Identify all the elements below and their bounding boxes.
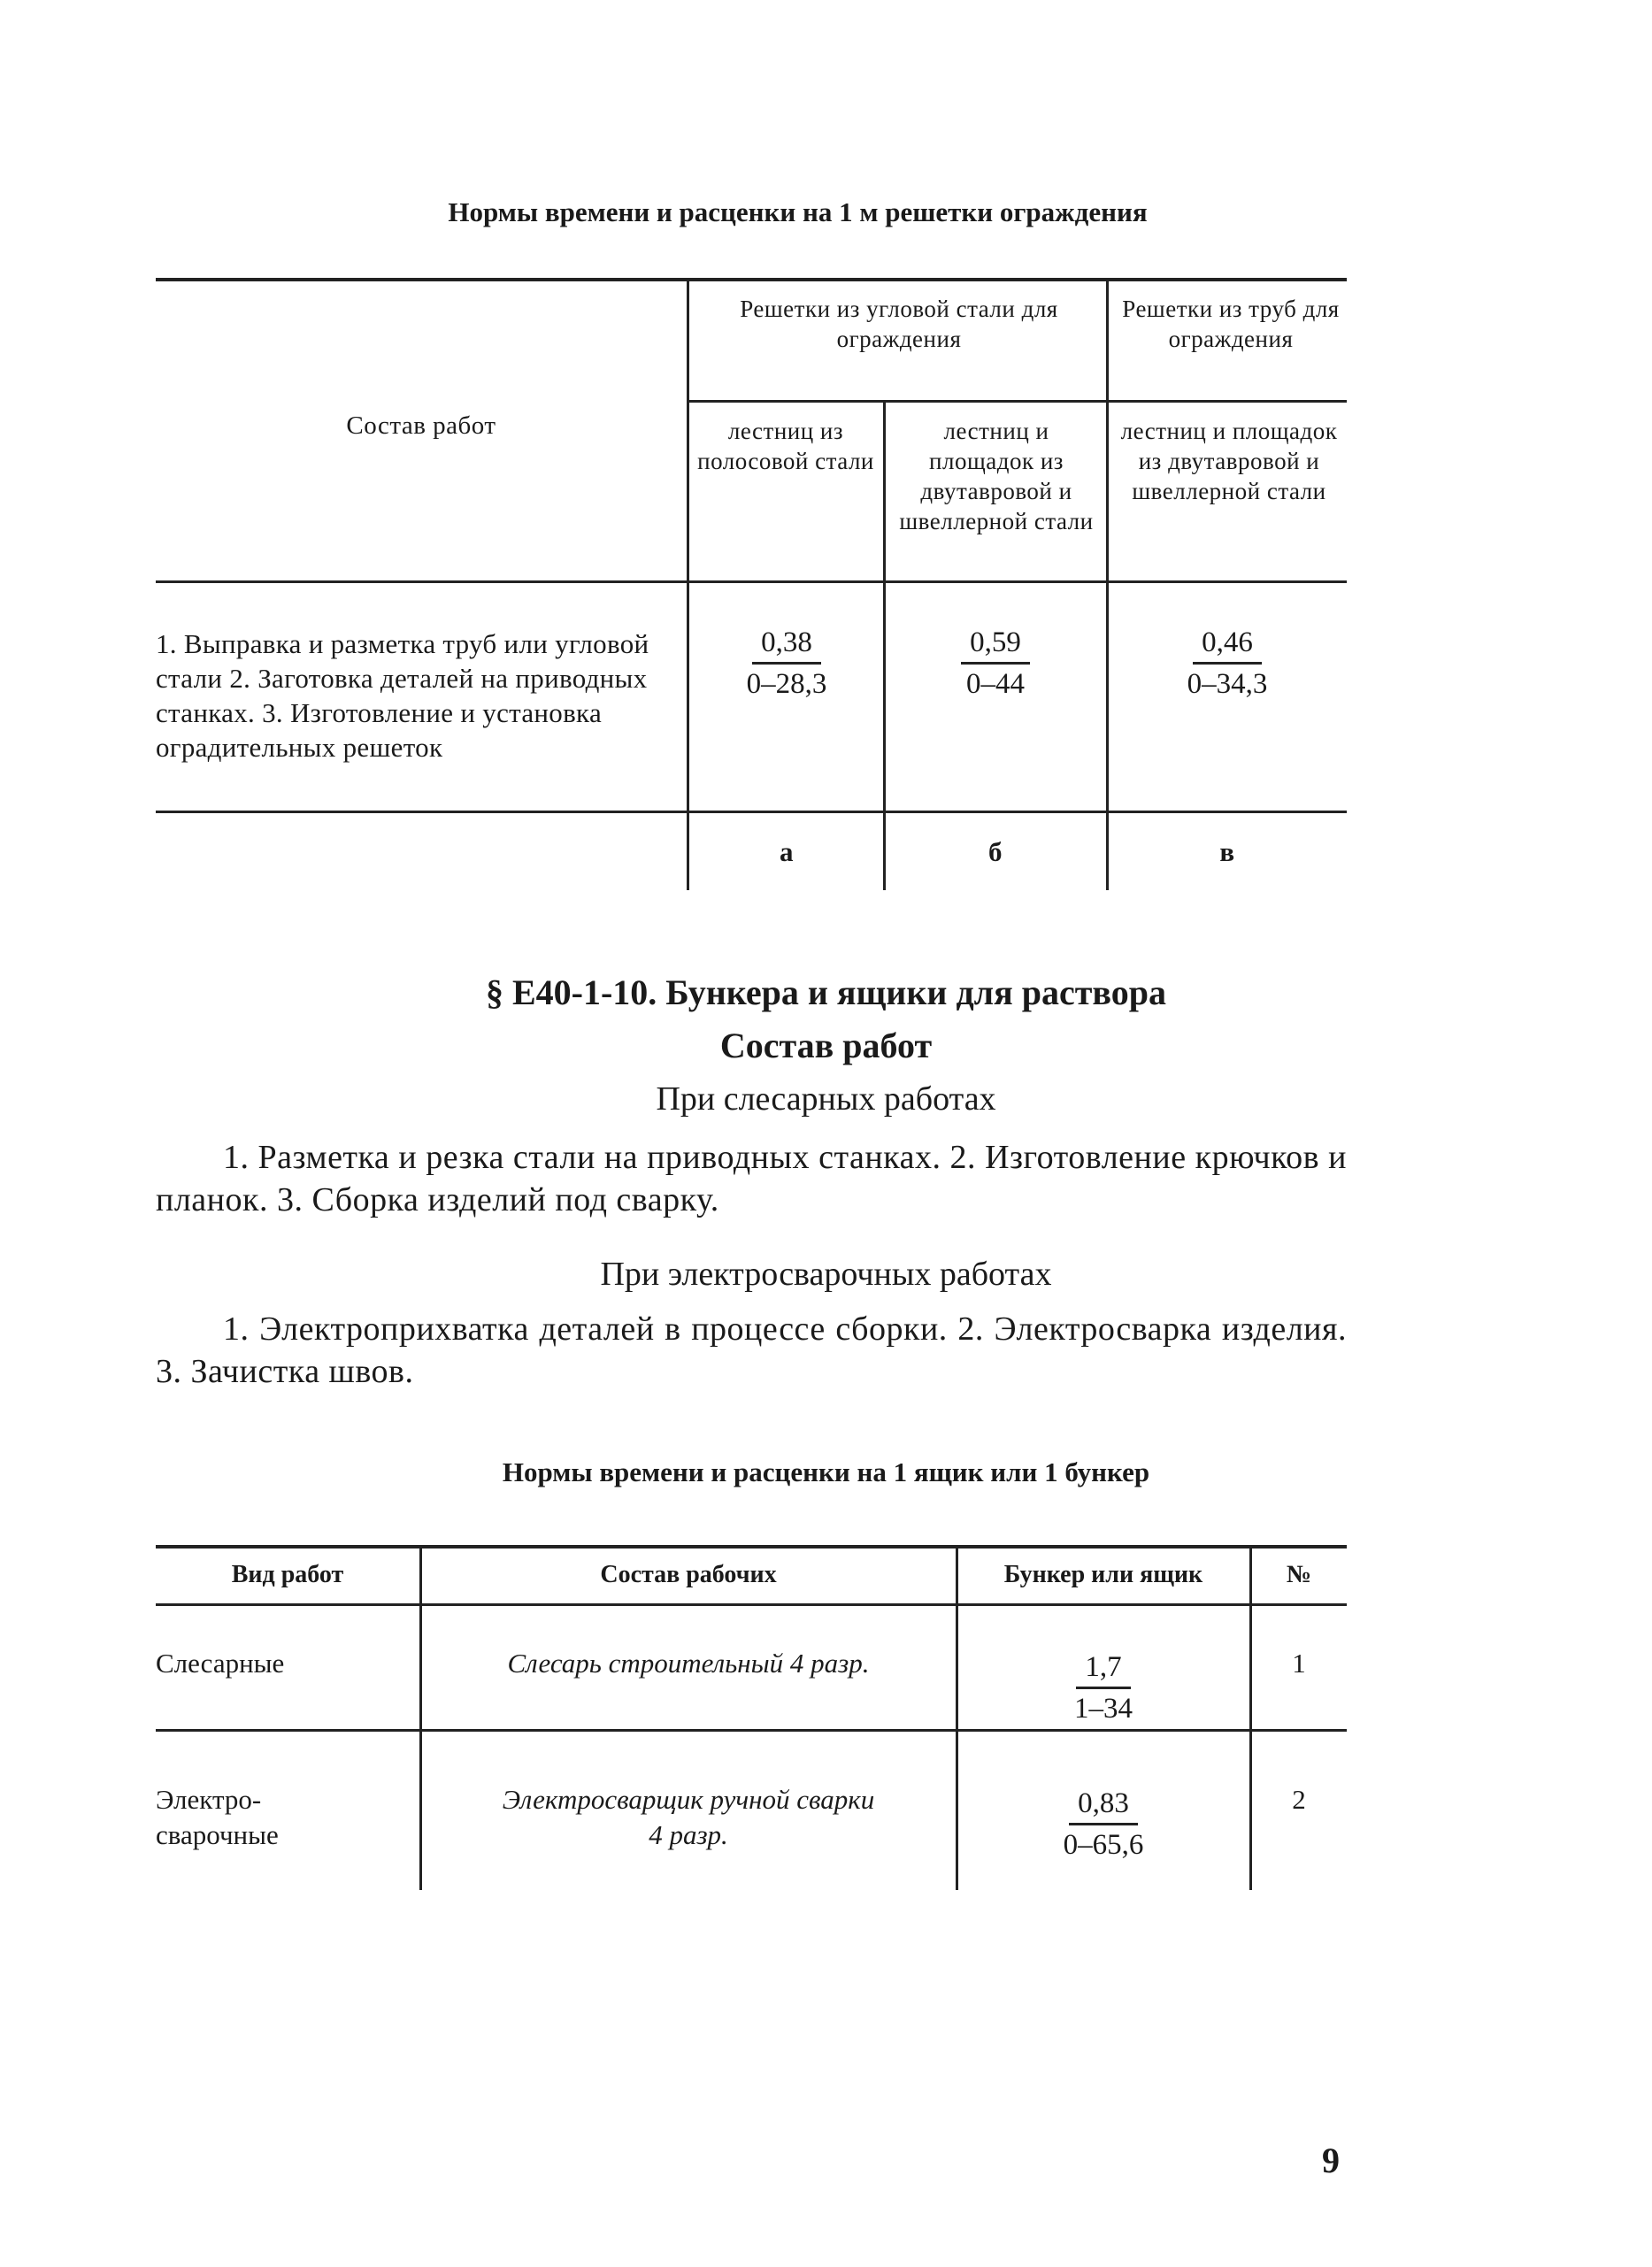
column-letter-c: в	[1219, 836, 1235, 867]
locksmith-text: 1. Разметка и резка стали на приводных станках. 2. Изготовление крючков и планок. 3. Сборка изделий под сварку.	[156, 1139, 1347, 1218]
row2-crew: Электросварщик ручной сварки 4 разр.	[502, 1784, 875, 1850]
value-cell-c	[1108, 625, 1347, 702]
header-bunker-or-box: Бункер или ящик	[1003, 1561, 1203, 1588]
norms-table-bunkers	[156, 1545, 1347, 1890]
column-letter-b: б	[988, 836, 1003, 867]
rate-value: 0–34,3	[1187, 668, 1268, 700]
table2-row-rule	[156, 1729, 1347, 1732]
header-pipe-group: Решетки из труб для ограждения	[1122, 296, 1340, 352]
welding-text: 1. Электроприхватка деталей в процессе сборки. 2. Электросварка изделия. 3. Зачистка швов.	[156, 1310, 1347, 1390]
norm-value: 0,38	[752, 625, 821, 665]
table1-body-rule	[156, 811, 1347, 813]
row1-crew: Слесарь строительный 4 разр.	[507, 1648, 870, 1679]
page-number: 9	[1322, 2140, 1340, 2180]
locksmith-heading: При слесарных работах	[656, 1080, 996, 1118]
rate-value: 0–44	[966, 668, 1025, 700]
header-number: №	[1286, 1561, 1312, 1588]
norm-value: 1,7	[1076, 1649, 1130, 1689]
column-letter-a: а	[780, 836, 794, 867]
table1-caption: Нормы времени и расценки на 1 м решетки ограждения	[448, 196, 1148, 227]
table1-header-rule	[156, 580, 1347, 583]
norm-value: 0,83	[1069, 1786, 1138, 1825]
header-angle-steel-group: Решетки из угловой стали для ограждения	[740, 296, 1058, 352]
table1-top-rule	[156, 278, 1347, 281]
table1-vline-1	[687, 278, 689, 890]
header-work-type: Вид работ	[231, 1561, 344, 1588]
row2-work-type: Электро- сварочные	[156, 1784, 279, 1850]
header-work-composition: Состав работ	[346, 411, 496, 440]
header-sub-c: лестниц и площадок из двутавровой и швеллерной стали	[1120, 418, 1338, 504]
composition-heading: Состав работ	[719, 1026, 933, 1065]
work-composition-text: 1. Выправка и разметка труб или угловой стали 2. Заготовка деталей на приводных станках. 3. Изготовление и установка оградительных решеток	[156, 628, 649, 763]
row1-work-type: Слесарные	[156, 1648, 285, 1679]
row2-value	[957, 1786, 1249, 1863]
value-cell-b	[885, 625, 1106, 702]
row1-number: 1	[1292, 1648, 1306, 1679]
table2-caption: Нормы времени и расценки на 1 ящик или 1 бункер	[502, 1456, 1150, 1487]
rate-value: 0–65,6	[1063, 1829, 1144, 1861]
row2-number: 2	[1292, 1784, 1306, 1815]
table1-vline-3	[1106, 278, 1109, 890]
rate-value: 0–28,3	[746, 668, 827, 700]
header-sub-b: лестниц и площадок из двутавровой и швеллерной стали	[899, 418, 1094, 534]
welding-heading: При электросварочных работах	[600, 1256, 1052, 1293]
row1-value	[957, 1649, 1249, 1726]
rate-value: 1–34	[1074, 1693, 1133, 1725]
section-title: § Е40-1-10. Бункера и ящики для раствора	[485, 972, 1166, 1012]
table1-group-rule	[687, 400, 1347, 403]
norms-table-railing	[156, 278, 1347, 890]
header-crew: Состав рабочих	[600, 1561, 777, 1588]
norm-value: 0,46	[1193, 625, 1262, 665]
table2-vline-3	[1249, 1545, 1252, 1890]
table2-top-rule	[156, 1545, 1347, 1548]
header-sub-a: лестниц из полосовой стали	[697, 418, 874, 474]
value-cell-a	[688, 625, 885, 702]
norm-value: 0,59	[961, 625, 1030, 665]
table2-header-rule	[156, 1603, 1347, 1606]
